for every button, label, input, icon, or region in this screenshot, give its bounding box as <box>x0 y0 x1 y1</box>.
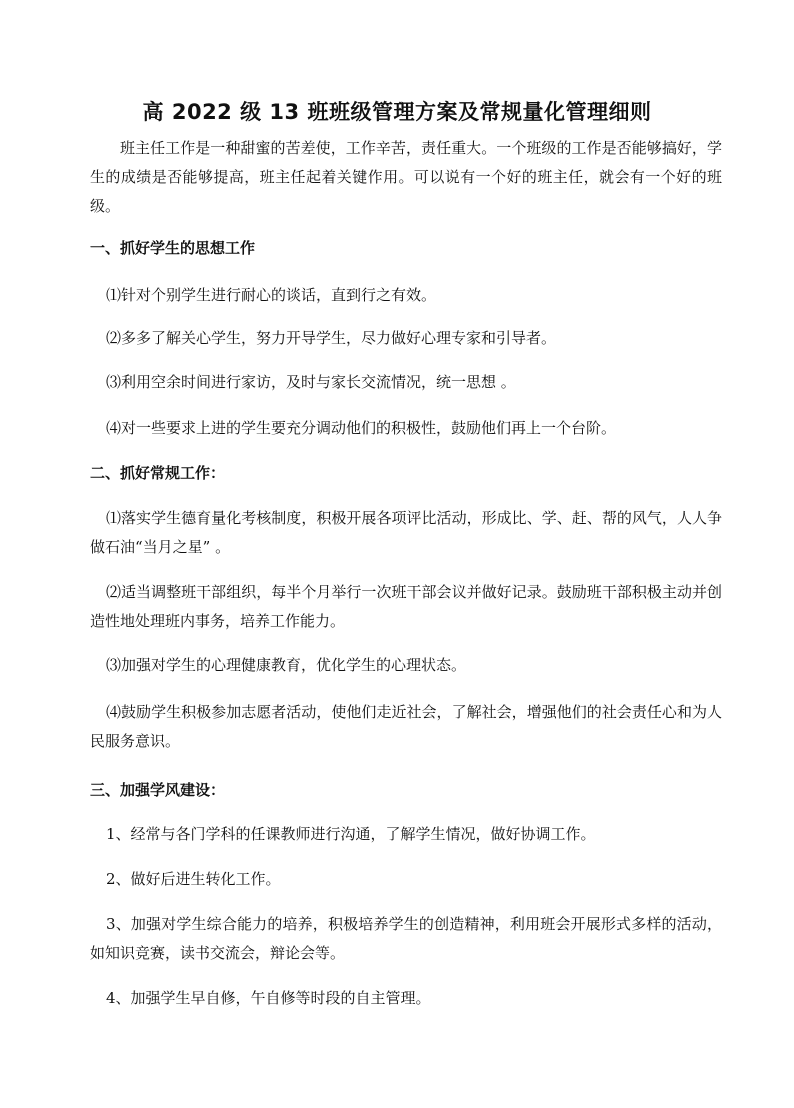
section-2-item-4: ⑷鼓励学生积极参加志愿者活动，使他们走近社会，了解社会，增强他们的社会责任心和为人民服务意识。 <box>90 703 722 750</box>
section-3-item-4: 4、加强学生早自修，午自修等时段的自主管理。 <box>106 989 431 1007</box>
intro-paragraph: 班主任工作是一种甜蜜的苦差使，工作辛苦，责任重大。一个班级的工作是否能够搞好，学生的成绩是否能够提高，班主任起着关键作用。可以说有一个好的班主任，就会有一个好的班级。 <box>90 139 722 215</box>
section-3-item-2: 2、做好后进生转化工作。 <box>106 870 281 888</box>
section-heading-3: 三、加强学风建设： <box>90 781 226 799</box>
section-3-item-3: 3、加强对学生综合能力的培养，积极培养学生的创造精神，利用班会开展形式多样的活动，如知识竞赛，读书交流会，辩论会等。 <box>90 915 722 962</box>
section-2-item-2: ⑵适当调整班干部组织，每半个月举行一次班干部会议并做好记录。鼓励班干部积极主动并创造性地处理班内事务，培养工作能力。 <box>90 583 722 630</box>
section-1-item-1: ⑴针对个别学生进行耐心的谈话，直到行之有效。 <box>106 286 437 304</box>
section-3-item-1: 1、经常与各门学科的任课教师进行沟通，了解学生情况，做好协调工作。 <box>106 825 596 843</box>
section-2-item-1: ⑴落实学生德育量化考核制度，积极开展各项评比活动，形成比、学、赶、帮的风气，人人争做石油“当月之星” 。 <box>90 509 722 556</box>
page-title: 高 2022 级 13 班班级管理方案及常规量化管理细则 <box>142 100 652 125</box>
section-1-item-4: ⑷对一些要求上进的学生要充分调动他们的积极性，鼓励他们再上一个台阶。 <box>106 419 617 437</box>
section-2-item-3: ⑶加强对学生的心理健康教育，优化学生的心理状态。 <box>106 656 467 674</box>
section-1-item-3: ⑶利用空余时间进行家访，及时与家长交流情况，统一思想 。 <box>106 373 516 391</box>
section-heading-1: 一、抓好学生的思想工作 <box>90 239 256 257</box>
section-1-item-2: ⑵多多了解关心学生，努力开导学生，尽力做好心理专家和引导者。 <box>106 329 557 347</box>
section-heading-2: 二、抓好常规工作： <box>90 464 226 482</box>
